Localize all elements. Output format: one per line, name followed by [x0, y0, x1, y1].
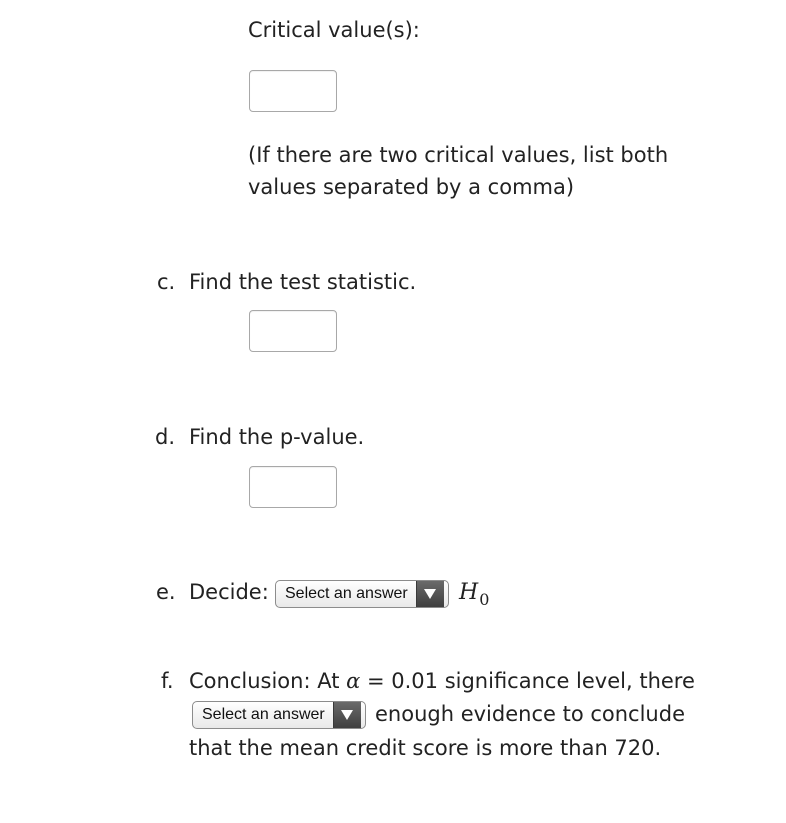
conclusion-line1 [189, 665, 695, 697]
conclusion-select-label: Select an answer [202, 706, 325, 723]
conclusion-select[interactable] [192, 701, 366, 729]
conclusion-line2: enough evidence to conclude [375, 702, 685, 726]
chevron-down-icon [416, 581, 444, 607]
part-e-decide-label: Decide: [189, 580, 269, 604]
part-d-letter: d. [155, 425, 176, 449]
part-c-question: Find the test statistic. [189, 270, 417, 294]
null-hypothesis-subscript: 0 [479, 590, 490, 609]
chevron-down-icon [333, 702, 361, 728]
part-f-letter: f. [161, 669, 174, 693]
null-hypothesis [459, 576, 489, 610]
part-e-letter: e. [156, 580, 176, 604]
conclusion-intro: Conclusion: At [189, 669, 340, 693]
decide-select-label: Select an answer [285, 585, 408, 602]
critical-value-hint-line1: (If there are two critical values, list both [248, 143, 669, 167]
critical-value-label: Critical value(s): [248, 18, 420, 42]
test-statistic-input[interactable] [249, 310, 337, 352]
critical-value-input[interactable] [249, 70, 337, 112]
null-hypothesis-symbol: H [459, 580, 479, 605]
decide-select[interactable] [275, 580, 449, 608]
conclusion-significance: = 0.01 significance level, there [367, 669, 695, 693]
alpha-symbol: α [346, 669, 361, 693]
critical-value-hint-line2: values separated by a comma) [248, 175, 575, 199]
part-c-letter: c. [157, 270, 176, 294]
part-d-question: Find the p-value. [189, 425, 365, 449]
p-value-input[interactable] [249, 466, 337, 508]
conclusion-line3: that the mean credit score is more than 720. [189, 736, 662, 760]
